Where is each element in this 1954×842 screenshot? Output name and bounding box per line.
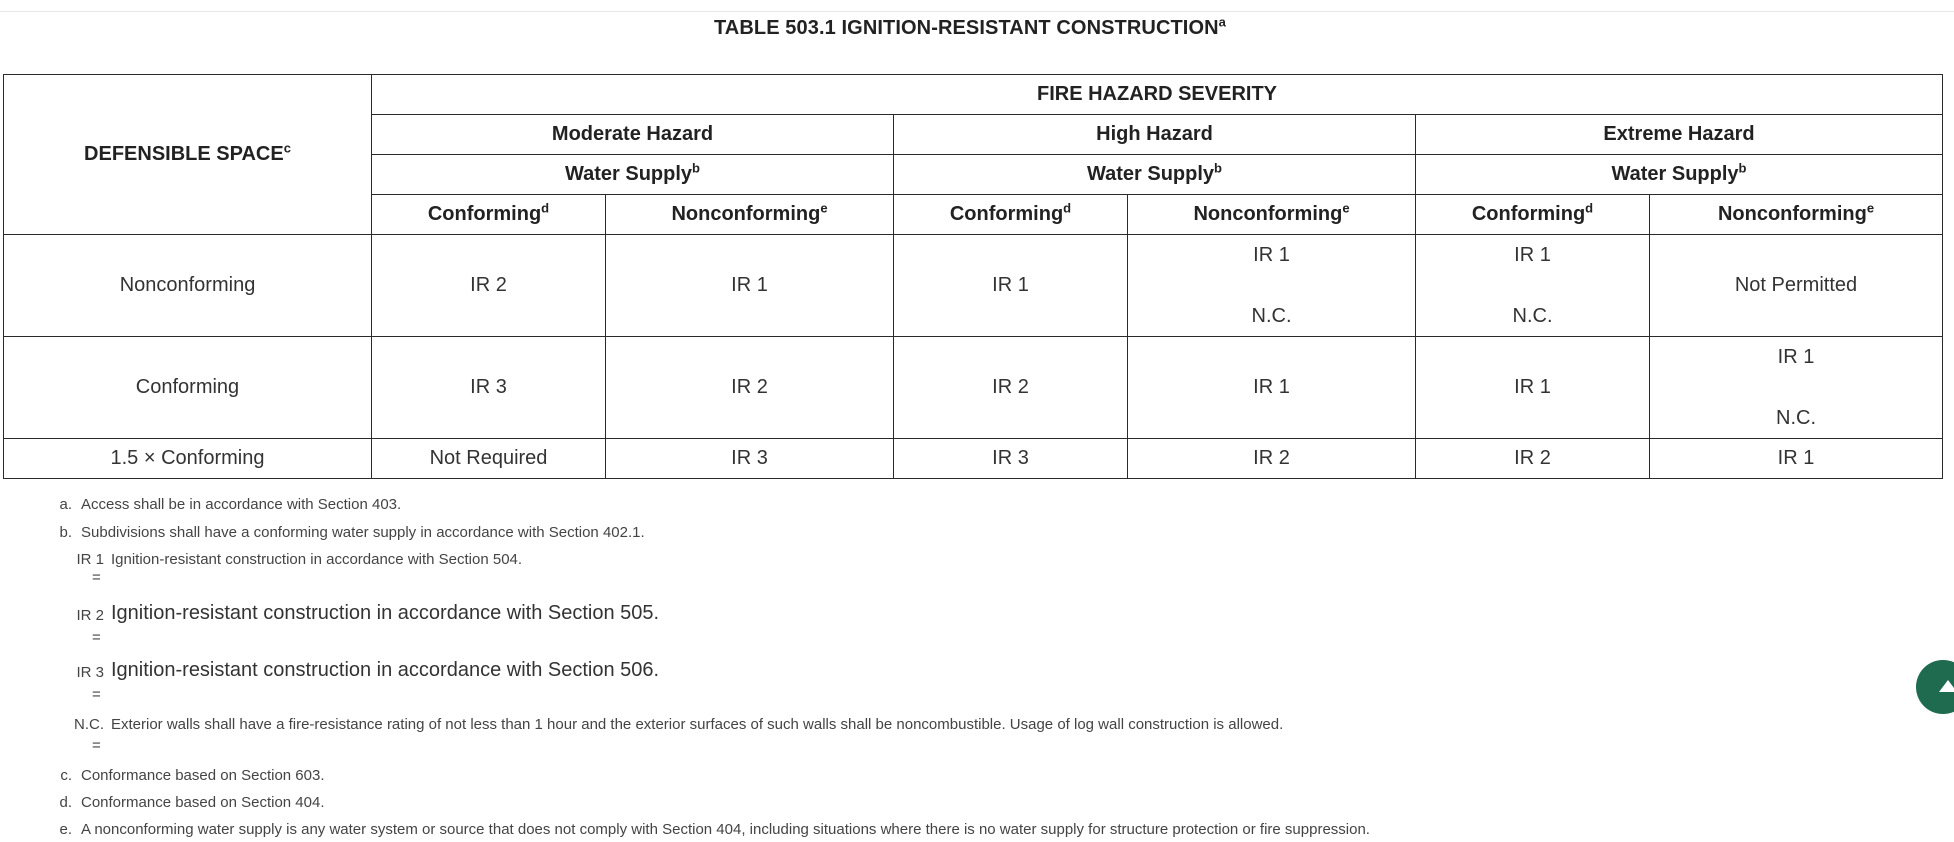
table-cell	[1128, 235, 1416, 337]
footnote-label: d.	[59, 794, 72, 811]
high-hazard-header: High Hazard	[894, 115, 1416, 155]
table-cell: IR 3	[606, 439, 894, 479]
definition-text: Ignition-resistant construction in accordance with Section 504.	[111, 551, 523, 568]
nonconforming-col-header: Nonconforming$^e$	[1128, 195, 1416, 235]
ignition-resistant-table	[3, 74, 1943, 479]
footnote-text: A nonconforming water supply is any water system or source that does not comply with Section 404, including situations where there is no water supply for structure protection or fire suppression.	[81, 821, 1370, 838]
scroll-to-top-button[interactable]	[1916, 660, 1954, 714]
definition-label: IR 2	[76, 607, 104, 624]
conforming-col-header: Conforming$^d$	[372, 195, 606, 235]
definition-label: N.C.	[74, 716, 104, 733]
row-label: 1.5 × Conforming	[4, 439, 372, 479]
footnote-label: c.	[60, 767, 72, 784]
footnote-text: Conformance based on Section 404.	[81, 794, 325, 811]
cell-value: IR 1	[1253, 243, 1290, 266]
table-cell: IR 2	[606, 337, 894, 439]
table-cell: IR 1	[606, 235, 894, 337]
arrow-up-icon	[1939, 680, 1954, 692]
definition-label: IR 1	[76, 551, 104, 568]
table-cell	[1416, 235, 1650, 337]
moderate-hazard-header: Moderate Hazard	[372, 115, 894, 155]
footnote-label: e.	[59, 821, 72, 838]
row-label: Conforming	[4, 337, 372, 439]
footnote-label: a.	[59, 496, 72, 513]
table-row	[4, 337, 1943, 439]
top-divider	[0, 11, 1954, 12]
footnote-text: Conformance based on Section 603.	[81, 767, 325, 784]
definition-text: Ignition-resistant construction in accordance with Section 506.	[111, 659, 660, 681]
defensible-space-header: DEFENSIBLE SPACE$^c$	[4, 75, 372, 235]
footnote-label: b.	[59, 524, 72, 541]
table-row	[4, 235, 1943, 337]
nonconforming-col-header: Nonconforming$^e$	[1650, 195, 1943, 235]
table-title: TABLE 503.1 IGNITION-RESISTANT CONSTRUCTION$^a$	[713, 14, 1227, 39]
definition-text: Exterior walls shall have a fire-resistance rating of not less than 1 hour and the exterior surfaces of such walls shall be noncombustible. Usage of log wall construction is allowed.	[111, 716, 1284, 733]
water-supply-header: Water Supply$^b$	[1416, 155, 1943, 195]
cell-value: N.C.	[1776, 406, 1816, 429]
nonconforming-col-header: Nonconforming$^e$	[606, 195, 894, 235]
cell-value: N.C.	[1251, 304, 1292, 327]
table-cell: IR 3	[894, 439, 1128, 479]
footnote-text: Subdivisions shall have a conforming water supply in accordance with Section 402.1.	[81, 524, 645, 541]
table-cell	[1650, 337, 1943, 439]
table-cell: IR 2	[1128, 439, 1416, 479]
table-cell: IR 2	[1416, 439, 1650, 479]
footnote-text: Access shall be in accordance with Section 403.	[81, 496, 402, 513]
cell-value: N.C.	[1512, 304, 1553, 327]
definition-label: IR 3	[76, 664, 104, 681]
cell-value: IR 1	[1514, 243, 1551, 266]
table-cell: IR 2	[372, 235, 606, 337]
cell-value: IR 1	[1777, 345, 1815, 368]
definition-equals: =	[92, 686, 101, 703]
table-cell: IR 1	[1416, 337, 1650, 439]
row-label: Nonconforming	[4, 235, 372, 337]
fire-hazard-severity-header: FIRE HAZARD SEVERITY	[372, 75, 1943, 115]
table-row	[4, 439, 1943, 479]
table-cell: Not Required	[372, 439, 606, 479]
table-cell: IR 1	[1650, 439, 1943, 479]
table-cell: IR 3	[372, 337, 606, 439]
table-cell: Not Permitted	[1650, 235, 1943, 337]
conforming-col-header: Conforming$^d$	[1416, 195, 1650, 235]
conforming-col-header: Conforming$^d$	[894, 195, 1128, 235]
table-cell: IR 2	[894, 337, 1128, 439]
table-cell: IR 1	[894, 235, 1128, 337]
definition-equals: =	[92, 569, 101, 586]
definition-equals: =	[92, 737, 101, 754]
water-supply-header: Water Supply$^b$	[894, 155, 1416, 195]
definition-equals: =	[92, 629, 101, 646]
extreme-hazard-header: Extreme Hazard	[1416, 115, 1943, 155]
table-cell: IR 1	[1128, 337, 1416, 439]
definition-text: Ignition-resistant construction in accordance with Section 505.	[111, 602, 660, 624]
water-supply-header: Water Supply$^b$	[372, 155, 894, 195]
